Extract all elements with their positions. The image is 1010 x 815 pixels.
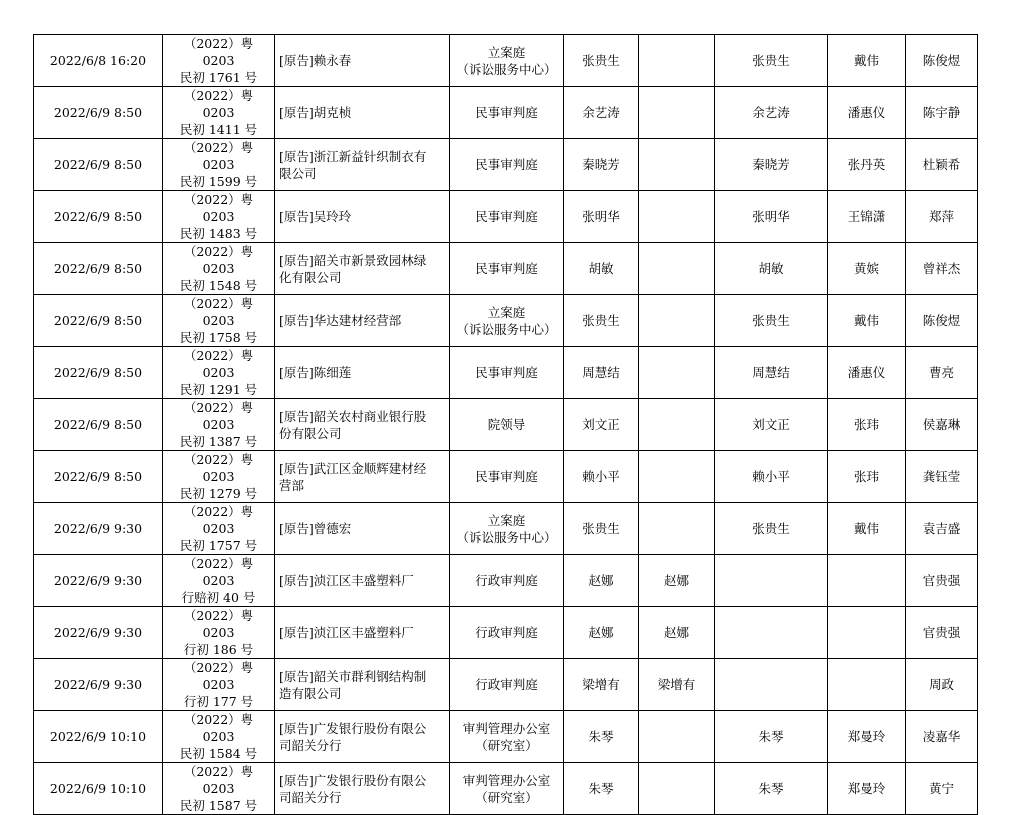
cell-presiding-judge: 张贵生 [715,503,828,555]
cell-clerk: 郑曼玲 [828,711,906,763]
cell-case-number-line: 行初 177 号 [183,694,254,709]
cell-case-number [163,295,275,347]
cell-judge-2 [639,763,715,815]
cell-case-number-line: 民初 1587 号 [179,798,258,813]
cell-assistant: 周政 [906,659,978,711]
cell-party-line: [原告]武江区金顺辉建材经 [279,460,427,476]
cell-judge: 张贵生 [564,295,639,347]
cell-case-number [163,87,275,139]
cell-party [275,347,450,399]
cell-judge: 周慧结 [564,347,639,399]
cell-clerk [828,555,906,607]
cell-judge-2 [639,711,715,763]
cell-department [450,87,564,139]
cell-case-number-line: （2022）粤 0203 [183,36,254,68]
table-row [34,711,978,763]
cell-department-line: 审判管理办公室 [462,720,551,736]
cell-party-line: [原告]韶关农村商业银行股 [279,408,427,424]
cell-judge-2 [639,399,715,451]
schedule-rows [34,35,978,815]
cell-department [450,555,564,607]
cell-department-line: （诉讼服务中心） [456,321,557,337]
hearing-schedule-table [33,34,978,815]
cell-case-number-line: （2022）粤 0203 [183,88,254,120]
cell-party-line: [原告]广发银行股份有限公 [279,720,427,736]
cell-judge: 刘文正 [564,399,639,451]
cell-case-number [163,555,275,607]
cell-department-line: 立案庭 [487,44,526,60]
cell-clerk [828,659,906,711]
cell-department [450,139,564,191]
cell-case-number-line: （2022）粤 0203 [183,296,254,328]
cell-judge-2 [639,191,715,243]
cell-party-line: [原告]韶关市新景致园林绿 [279,252,427,268]
cell-hearing-time: 2022/6/9 9:30 [34,607,163,659]
cell-clerk: 戴伟 [828,503,906,555]
cell-presiding-judge: 秦晓芳 [715,139,828,191]
cell-department-line: 院领导 [487,417,526,432]
cell-hearing-time: 2022/6/9 8:50 [34,347,163,399]
table-row [34,191,978,243]
cell-case-number-line: 行初 186 号 [183,642,254,657]
cell-case-number-line: （2022）粤 0203 [183,608,254,640]
cell-department-line: （诉讼服务中心） [456,529,557,545]
cell-party-line: 化有限公司 [279,269,342,285]
cell-judge: 梁增有 [564,659,639,711]
cell-presiding-judge: 刘文正 [715,399,828,451]
cell-case-number [163,607,275,659]
cell-department-line: 民事审判庭 [475,365,538,380]
cell-department [450,243,564,295]
table-row [34,399,978,451]
cell-judge: 张贵生 [564,35,639,87]
cell-party [275,295,450,347]
cell-party [275,659,450,711]
cell-judge-2: 赵娜 [639,607,715,659]
cell-clerk: 张玮 [828,451,906,503]
cell-assistant: 杜颖希 [906,139,978,191]
cell-department-line: 审判管理办公室 [462,772,551,788]
cell-department-line: 行政审判庭 [475,625,538,640]
cell-presiding-judge: 张贵生 [715,35,828,87]
cell-judge: 余艺涛 [564,87,639,139]
table-row [34,451,978,503]
cell-department [450,347,564,399]
cell-department-line: 民事审判庭 [475,157,538,172]
cell-assistant: 龚钰莹 [906,451,978,503]
cell-party-line: [原告]胡克桢 [279,105,352,120]
cell-party-line: [原告]浙江新益针织制衣有 [279,148,427,164]
cell-case-number [163,139,275,191]
cell-judge: 胡敏 [564,243,639,295]
cell-presiding-judge [715,659,828,711]
cell-case-number [163,451,275,503]
cell-judge: 朱琴 [564,763,639,815]
table-row [34,35,978,87]
cell-judge: 张贵生 [564,503,639,555]
cell-department-line: 行政审判庭 [475,573,538,588]
table-row [34,139,978,191]
cell-party-line: [原告]吴玲玲 [279,209,352,224]
cell-judge: 秦晓芳 [564,139,639,191]
cell-party-line: [原告]韶关市群利钢结构制 [279,668,427,684]
cell-case-number-line: （2022）粤 0203 [183,712,254,744]
cell-party-line: [原告]广发银行股份有限公 [279,772,427,788]
cell-judge-2: 赵娜 [639,555,715,607]
cell-case-number-line: 民初 1761 号 [179,70,258,85]
cell-department-line: 行政审判庭 [475,677,538,692]
cell-case-number-line: （2022）粤 0203 [183,400,254,432]
cell-assistant: 凌嘉华 [906,711,978,763]
cell-party [275,35,450,87]
cell-department [450,503,564,555]
table-row [34,87,978,139]
cell-party [275,555,450,607]
cell-assistant: 陈俊煜 [906,295,978,347]
cell-party-line: [原告]赖永春 [279,53,352,68]
cell-case-number-line: （2022）粤 0203 [183,348,254,380]
cell-case-number-line: 民初 1599 号 [179,174,258,189]
cell-case-number-line: 民初 1584 号 [179,746,258,761]
cell-case-number-line: 民初 1387 号 [179,434,258,449]
cell-clerk [828,607,906,659]
cell-assistant: 袁吉盛 [906,503,978,555]
cell-case-number-line: （2022）粤 0203 [183,504,254,536]
table-row [34,763,978,815]
cell-hearing-time: 2022/6/9 8:50 [34,295,163,347]
cell-clerk: 张丹英 [828,139,906,191]
cell-clerk: 王锦潇 [828,191,906,243]
cell-case-number [163,659,275,711]
cell-judge-2 [639,503,715,555]
cell-department-line: 民事审判庭 [475,105,538,120]
cell-party-line: 限公司 [279,165,317,181]
table-row [34,243,978,295]
table-row [34,607,978,659]
cell-party-line: [原告]曾德宏 [279,521,352,536]
cell-case-number-line: 民初 1483 号 [179,226,258,241]
cell-case-number-line: （2022）粤 0203 [183,556,254,588]
table-row [34,347,978,399]
cell-case-number-line: （2022）粤 0203 [183,452,254,484]
cell-presiding-judge: 余艺涛 [715,87,828,139]
cell-judge: 赵娜 [564,555,639,607]
cell-case-number [163,243,275,295]
cell-presiding-judge: 胡敏 [715,243,828,295]
table-row [34,555,978,607]
cell-judge-2 [639,139,715,191]
cell-judge-2: 梁增有 [639,659,715,711]
cell-judge-2 [639,451,715,503]
cell-department [450,35,564,87]
cell-party [275,399,450,451]
cell-judge: 张明华 [564,191,639,243]
cell-case-number-line: 民初 1411 号 [179,122,258,137]
cell-party [275,711,450,763]
cell-presiding-judge: 张明华 [715,191,828,243]
cell-presiding-judge: 朱琴 [715,711,828,763]
cell-hearing-time: 2022/6/9 8:50 [34,399,163,451]
cell-hearing-time: 2022/6/9 9:30 [34,503,163,555]
cell-department [450,451,564,503]
cell-hearing-time: 2022/6/9 8:50 [34,139,163,191]
cell-department [450,295,564,347]
cell-presiding-judge: 赖小平 [715,451,828,503]
cell-clerk: 潘惠仪 [828,347,906,399]
cell-case-number [163,763,275,815]
cell-assistant: 陈宇静 [906,87,978,139]
cell-assistant: 官贵强 [906,555,978,607]
table-row [34,295,978,347]
cell-department [450,399,564,451]
cell-case-number [163,711,275,763]
cell-judge-2 [639,243,715,295]
cell-hearing-time: 2022/6/9 10:10 [34,763,163,815]
cell-assistant: 陈俊煜 [906,35,978,87]
cell-case-number [163,35,275,87]
cell-party [275,451,450,503]
cell-judge: 朱琴 [564,711,639,763]
cell-hearing-time: 2022/6/9 8:50 [34,451,163,503]
cell-case-number-line: 民初 1548 号 [179,278,258,293]
cell-party-line: 营部 [279,477,305,493]
cell-judge-2 [639,347,715,399]
cell-presiding-judge: 朱琴 [715,763,828,815]
cell-clerk: 郑曼玲 [828,763,906,815]
cell-assistant: 曹亮 [906,347,978,399]
cell-hearing-time: 2022/6/9 10:10 [34,711,163,763]
cell-party [275,607,450,659]
cell-case-number-line: 民初 1758 号 [179,330,258,345]
cell-department [450,659,564,711]
cell-party-line: [原告]华达建材经营部 [279,313,402,328]
cell-party [275,763,450,815]
cell-department-line: 立案庭 [487,304,526,320]
cell-assistant: 曾祥杰 [906,243,978,295]
cell-case-number [163,399,275,451]
cell-clerk: 黄嫔 [828,243,906,295]
cell-hearing-time: 2022/6/9 9:30 [34,659,163,711]
cell-hearing-time: 2022/6/8 16:20 [34,35,163,87]
cell-department-line: 民事审判庭 [475,209,538,224]
cell-case-number [163,503,275,555]
cell-party [275,503,450,555]
cell-case-number-line: （2022）粤 0203 [183,764,254,796]
cell-hearing-time: 2022/6/9 8:50 [34,87,163,139]
cell-case-number-line: 行赔初 40 号 [181,590,256,605]
cell-department-line: 立案庭 [487,512,526,528]
cell-case-number-line: 民初 1291 号 [179,382,258,397]
cell-party [275,191,450,243]
cell-case-number-line: （2022）粤 0203 [183,244,254,276]
cell-party-line: [原告]浈江区丰盛塑料厂 [279,625,414,640]
cell-assistant: 官贵强 [906,607,978,659]
cell-party-line: 造有限公司 [279,685,342,701]
cell-hearing-time: 2022/6/9 8:50 [34,191,163,243]
cell-presiding-judge: 张贵生 [715,295,828,347]
cell-department [450,607,564,659]
cell-assistant: 侯嘉琳 [906,399,978,451]
cell-department-line: （研究室） [475,789,538,805]
cell-judge: 赵娜 [564,607,639,659]
cell-department-line: （研究室） [475,737,538,753]
cell-judge-2 [639,35,715,87]
cell-clerk: 戴伟 [828,295,906,347]
cell-presiding-judge [715,607,828,659]
table-row [34,503,978,555]
cell-presiding-judge [715,555,828,607]
cell-party-line: 司韶关分行 [279,737,342,753]
cell-party-line: 份有限公司 [279,425,342,441]
cell-department [450,711,564,763]
cell-clerk: 戴伟 [828,35,906,87]
cell-case-number [163,191,275,243]
cell-case-number-line: 民初 1757 号 [179,538,258,553]
cell-presiding-judge: 周慧结 [715,347,828,399]
cell-party [275,243,450,295]
cell-hearing-time: 2022/6/9 9:30 [34,555,163,607]
cell-department [450,191,564,243]
cell-judge: 赖小平 [564,451,639,503]
cell-assistant: 郑萍 [906,191,978,243]
cell-case-number-line: （2022）粤 0203 [183,140,254,172]
cell-judge-2 [639,295,715,347]
cell-party [275,139,450,191]
table-row [34,659,978,711]
cell-department [450,763,564,815]
cell-case-number [163,347,275,399]
cell-assistant: 黄宁 [906,763,978,815]
cell-party [275,87,450,139]
cell-judge-2 [639,87,715,139]
cell-department-line: 民事审判庭 [475,469,538,484]
cell-hearing-time: 2022/6/9 8:50 [34,243,163,295]
cell-clerk: 潘惠仪 [828,87,906,139]
cell-party-line: 司韶关分行 [279,789,342,805]
cell-case-number-line: 民初 1279 号 [179,486,258,501]
cell-clerk: 张玮 [828,399,906,451]
cell-department-line: （诉讼服务中心） [456,61,557,77]
cell-department-line: 民事审判庭 [475,261,538,276]
cell-party-line: [原告]浈江区丰盛塑料厂 [279,573,414,588]
cell-case-number-line: （2022）粤 0203 [183,192,254,224]
cell-case-number-line: （2022）粤 0203 [183,660,254,692]
cell-party-line: [原告]陈细莲 [279,365,352,380]
